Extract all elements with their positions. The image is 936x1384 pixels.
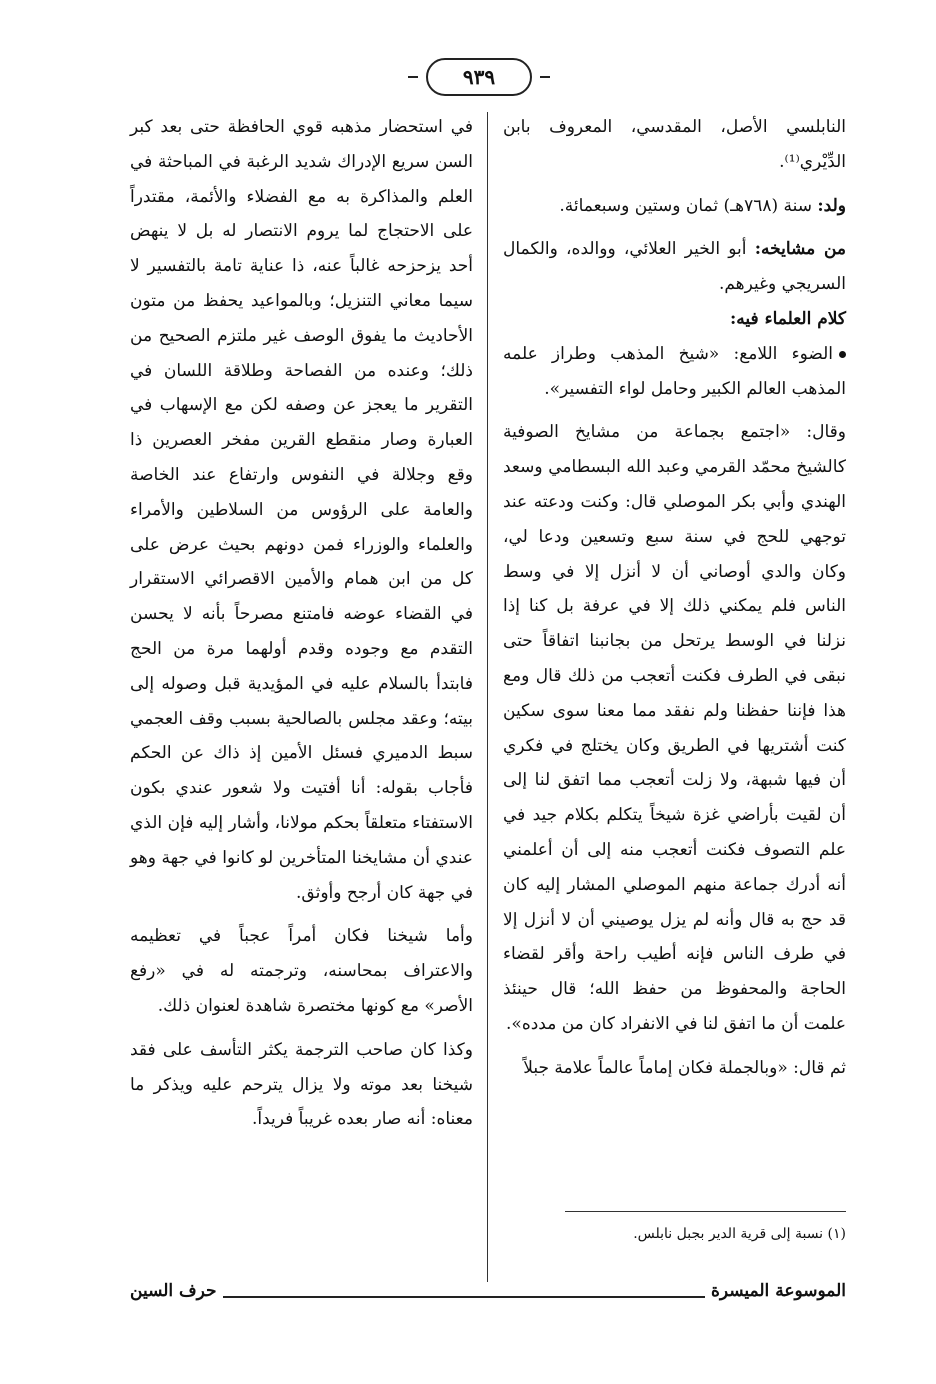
- column-divider: [487, 112, 488, 1282]
- daw-paragraph: [503, 337, 846, 407]
- birth-label: ولد:: [817, 195, 846, 216]
- page-number: ٩٣٩: [426, 58, 532, 96]
- entry-intro: النابلسي الأصل، المقدسي، المعروف بابن الدِّيْري⁽¹⁾.: [503, 117, 846, 172]
- bullet-icon: [839, 351, 846, 358]
- page-number-rule-left: [408, 76, 418, 78]
- footnote-rule: [565, 1211, 846, 1212]
- right-column: [503, 110, 846, 1086]
- footnote: (١) نسبة إلى قرية الدير بجبل نابلس.: [633, 1226, 846, 1242]
- teachers-label: من مشايخه:: [754, 239, 847, 260]
- page-number-rule-right: [540, 76, 550, 78]
- left-paragraph-1: في استحضار مذهبه قوي الحافظة حتى بعد كبر السن سريع الإدراك شديد الرغبة في المباحثة في العلم والمذاكرة به مع الفضلاء والأئمة، مقتدراً على الاحتجاج لما يروم الانتصار له بل لا ينهض أحد يزحزحه غالباً عنه، ذا عناية تامة بالتفسير لا سيما معاني التنزيل؛ وبالمواعيد يحفظ من متون الأحاديث ما يفوق الوصف غير ملتزم الصحيح من ذلك؛ وعنده من الفصاحة وطلاقة اللسان في التقرير ما يعجز عن وصفه لكن مع الإسهاب في العبارة وصار منقطع القرين مفخر العصرين ذا وقع وجلالة في النفوس وارتفاع عند الخاصة والعامة على الرؤوس من السلاطين والأمراء والعلماء والوزراء فمن دونهم بحيث عرض على كل من ابن همام والأمين الاقصرائي الاستقرار في القضاء عوضه فامتنع مصرحاً بأنه لا يحسن التقدم مع وجوده وقدم أولهما مرة من الحج فابتدأ بالسلام عليه في المؤيدية قبل وصوله إلى بيته؛ وعقد مجلس بالصالحية بسبب وقف العجمي سبط الدميري فسئل الأمين إذ ذاك عن الحكم فأجاب بقوله: أنا أفتيت ولا شعور عندي بكون الاستفتاء متعلقاً بحكم مولانا، وأشار إليه فإن الذي عندي أن مشايخنا المتأخرين لو كانوا في جهة وهو في جهة كان أرجح وأوثق.: [130, 117, 473, 903]
- scholars-heading: كلام العلماء فيه:: [730, 308, 846, 329]
- then-said-paragraph: ثم قال: «وبالجملة فكان إماماً عالماً علامة جبلاً: [523, 1057, 846, 1078]
- left-column: [130, 110, 473, 1137]
- birth-paragraph: [503, 189, 846, 224]
- teachers-paragraph: [503, 232, 846, 302]
- footer-section: حرف السين: [130, 1281, 223, 1301]
- left-paragraph-3: وكذا كان صاحب الترجمة يكثر التأسف على فقد شيخنا بعد موته ولا يزال يترحم عليه ويذكر ما معناه: أنه صار بعده غريباً فريداً.: [130, 1039, 473, 1130]
- daw-text: الضوء اللامع: «شيخ المذهب وطراز علمه المذهب العالم الكبير وحامل لواء التفسير».: [503, 343, 846, 399]
- footer-book-title: الموسوعة الميسرة: [705, 1281, 846, 1301]
- teachers-text: أبو الخير العلائي، ووالده، والكمال السريجي وغيرهم.: [503, 239, 846, 295]
- left-paragraph-2: وأما شيخنا فكان أمراً عجباً في تعظيمه والاعتراف بمحاسنه، وترجمته له في «رفع الأصر» مع كونها مختصرة شاهدة لعنوان ذلك.: [130, 926, 473, 1016]
- birth-text: سنة (٧٦٨هـ) ثمان وستين وسبعمائة.: [559, 195, 812, 216]
- said-paragraph: وقال: «اجتمع بجماعة من مشايخ الصوفية كالشيخ محمّد القرمي وعبد الله البسطامي وسعد الهندي وأبي بكر الموصلي قال: وكنت ودعته عند توجهي للحج في سنة سبع وتسعين ودعا لي، وكان والدي أوصاني أن لا أنزل إلا في وسط الناس فلم يمكني ذلك إلا في عرفة بل كنا إذا نزلنا في الوسط يرتحل من بجانبنا اتفاقاً حتى نبقى في الطرف فكنت أتعجب من ذلك قال ومع هذا فإننا حفظنا ولم نفقد مما معنا سوى سكين كنت أشتريها في الطريق وكان يختلج في فكري أن فيها شبهة، ولا زلت أتعجب مما اتفق لنا إلى أن لقيت بأراضي غزة شيخاً يتكلم بكلام جيد في علم التصوف فكنت أتعجب منه إلى أن أعلمني أنه أدرك جماعة منهم الموصلي المشار إليه كان قد حج به قال وأنه لم يزل يوصيني أن لا أنزل إلا في طرف الناس فإنه أطيب راحة وأقر لقضاء الحاجة والمحفوظ من حفظ الله؛ قال حينئذ علمت أن ما اتفق لنا في الانفراد كان من مدده».: [503, 422, 846, 1034]
